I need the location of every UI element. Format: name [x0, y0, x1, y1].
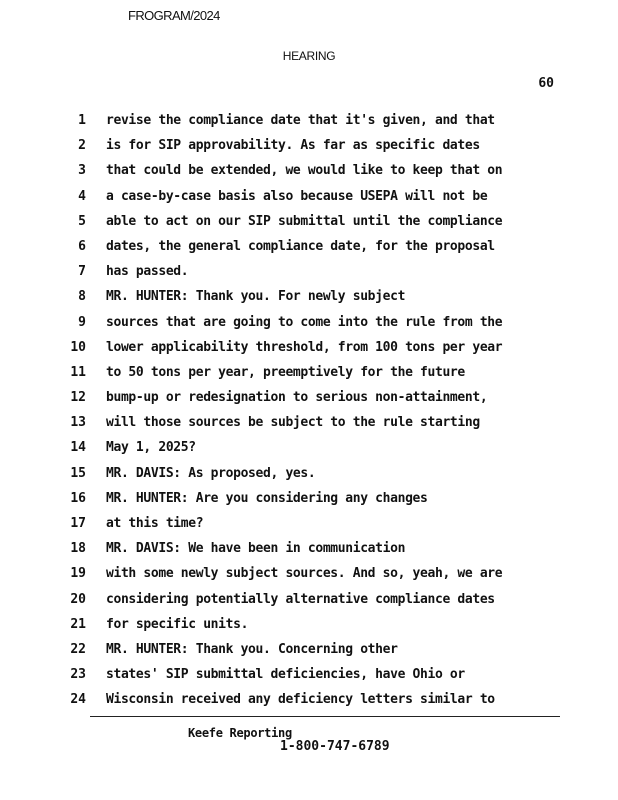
line-number: 1	[78, 113, 86, 128]
transcript-line	[0, 616, 618, 641]
line-text: states' SIP submittal deficiencies, have Ohio or	[106, 667, 465, 683]
transcript-line	[0, 288, 618, 313]
line-text: at this time?	[106, 516, 204, 531]
transcript-line	[0, 137, 618, 162]
transcript-line	[0, 691, 618, 716]
transcript-line	[0, 389, 618, 414]
line-text: to 50 tons per year, preemptively for the future	[106, 364, 465, 380]
line-text: lower applicability threshold, from 100 tons per year	[106, 339, 503, 355]
transcript-line	[0, 414, 618, 439]
transcript-line	[0, 162, 618, 187]
line-text: Wisconsin received any deficiency letters similar to	[106, 692, 495, 708]
line-text: May 1, 2025?	[106, 440, 196, 456]
reporting-company: Keefe Reporting	[188, 726, 292, 740]
transcript-line	[0, 112, 618, 137]
line-number: 7	[78, 264, 86, 280]
line-text: MR. DAVIS: We have been in communication	[106, 541, 406, 557]
transcript-line	[0, 540, 618, 565]
line-text: is for SIP approvability. As far as specific dates	[106, 138, 480, 154]
line-text: with some newly subject sources. And so, yeah, we are	[106, 566, 503, 582]
reporting-phone: 1-800-747-6789	[280, 739, 390, 754]
line-text: sources that are going to come into the rule from the	[106, 314, 503, 330]
transcript-line	[0, 314, 618, 339]
line-text: MR. HUNTER: Are you considering any changes	[106, 490, 428, 506]
line-number: 17	[70, 516, 86, 531]
line-number: 18	[70, 541, 86, 557]
line-text: has passed.	[106, 264, 189, 280]
line-text: that could be extended, we would like to keep that on	[106, 163, 503, 179]
line-text: bump-up or redesignation to serious non-attainment,	[106, 390, 488, 406]
line-number: 9	[78, 314, 86, 330]
line-number: 4	[78, 188, 86, 204]
line-number: 10	[70, 339, 86, 355]
line-number: 14	[70, 440, 86, 456]
transcript-line	[0, 591, 618, 616]
page-number: 60	[538, 76, 554, 91]
line-number: 12	[70, 390, 86, 406]
line-text: a case-by-case basis also because USEPA will not be	[106, 188, 488, 204]
transcript-line	[0, 238, 618, 263]
line-number: 16	[70, 490, 86, 506]
hearing-title: HEARING	[282, 49, 336, 63]
line-number: 21	[70, 616, 86, 632]
line-text: considering potentially alternative compliance dates	[106, 591, 495, 607]
line-number: 2	[78, 138, 86, 154]
line-text: for specific units.	[106, 616, 249, 632]
line-number: 15	[70, 465, 86, 481]
line-number: 22	[70, 641, 86, 657]
transcript-line	[0, 439, 618, 464]
line-number: 6	[78, 238, 86, 254]
transcript-line	[0, 490, 618, 515]
line-number: 5	[78, 213, 86, 229]
line-number: 24	[70, 692, 86, 708]
line-number: 13	[70, 415, 86, 431]
line-text: able to act on our SIP submittal until the compliance	[106, 213, 503, 229]
transcript-line	[0, 465, 618, 490]
transcript-line	[0, 641, 618, 666]
line-text: MR. HUNTER: Thank you. Concerning other	[106, 641, 398, 657]
transcript-line	[0, 364, 618, 389]
footer-divider	[90, 716, 560, 717]
line-number: 23	[70, 667, 86, 683]
transcript-line	[0, 188, 618, 213]
line-number: 8	[78, 289, 86, 305]
line-number: 20	[70, 591, 86, 607]
line-text: MR. DAVIS: As proposed, yes.	[106, 465, 316, 481]
transcript-line	[0, 213, 618, 238]
document-header-label: FROGRAM/2024	[128, 8, 220, 23]
transcript-line	[0, 339, 618, 364]
line-text: revise the compliance date that it's given, and that	[106, 113, 495, 128]
line-text: will those sources be subject to the rule starting	[106, 415, 480, 431]
transcript-line	[0, 565, 618, 590]
transcript-body	[0, 112, 618, 717]
transcript-line	[0, 666, 618, 691]
line-text: dates, the general compliance date, for the proposal	[106, 238, 495, 254]
line-number: 19	[70, 566, 86, 582]
line-number: 3	[78, 163, 86, 179]
line-number: 11	[70, 364, 86, 380]
transcript-line	[0, 515, 618, 540]
line-text: MR. HUNTER: Thank you. For newly subject	[106, 289, 406, 305]
transcript-line	[0, 263, 618, 288]
